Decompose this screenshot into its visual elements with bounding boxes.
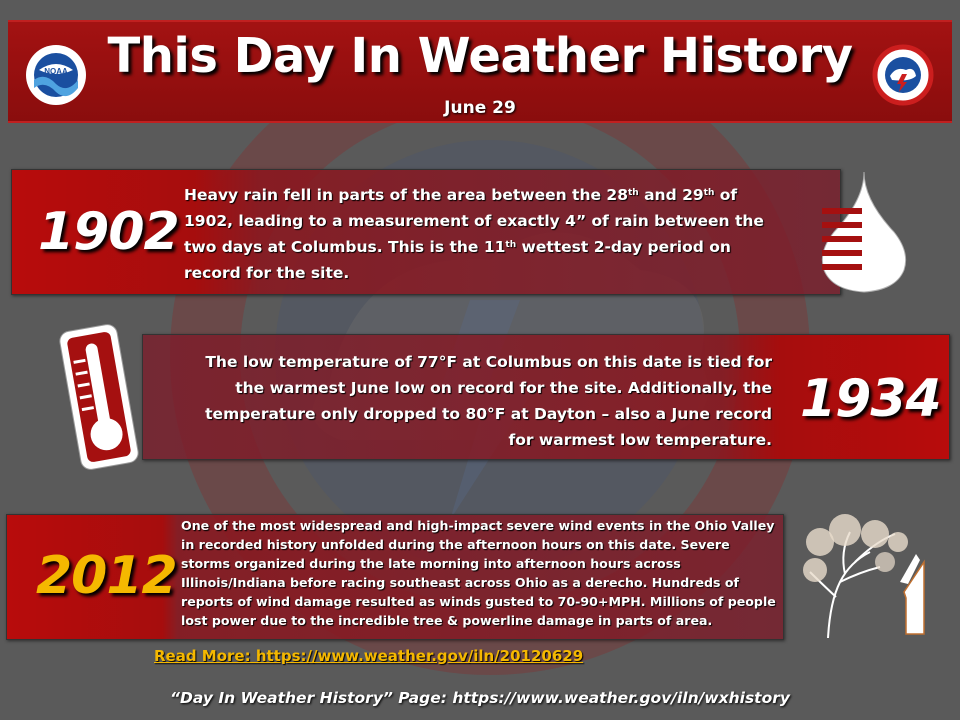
event-year-2012: 2012	[36, 546, 177, 606]
event-year-1934: 1934	[800, 369, 941, 429]
wind-tree-icon	[800, 512, 940, 640]
event-text-1902: Heavy rain fell in parts of the area between the 28th and 29th of 1902, leading to a measurement of exactly 4” of rain between the two days at Columbus. This is the 11th wettest 2-day period on record for the site.	[184, 186, 764, 282]
page-title: This Day In Weather History	[107, 28, 853, 84]
thermometer-icon	[44, 323, 154, 471]
read-more-link[interactable]: Read More: https://www.weather.gov/iln/20120629	[154, 647, 584, 665]
footer-wxhistory-link[interactable]: “Day In Weather History” Page: https://www.weather.gov/iln/wxhistory	[170, 689, 790, 707]
event-text-2012: One of the most widespread and high-impact severe wind events in the Ohio Valley in recorded history unfolded during the afternoon hours on this date. Severe storms organized during the late morning into afternoon hours across Illinois/Indiana before racing southeast across Ohio as a derecho. Hundreds of reports of wind damage resulted as winds gusted to 70-90+MPH. Millions of people lost power due to the incredible tree & powerline damage in parts of area.	[181, 518, 776, 628]
page-date: June 29	[444, 98, 516, 118]
svg-text:NOAA: NOAA	[44, 67, 68, 76]
raindrop-icon	[818, 170, 910, 294]
event-year-1902: 1902	[38, 202, 179, 262]
event-text-1934: The low temperature of 77°F at Columbus on this date is tied for the warmest June low on record for the site. Additionally, the temperature only dropped to 80°F at Dayton – also a June record for warmest low temperature.	[205, 353, 772, 449]
